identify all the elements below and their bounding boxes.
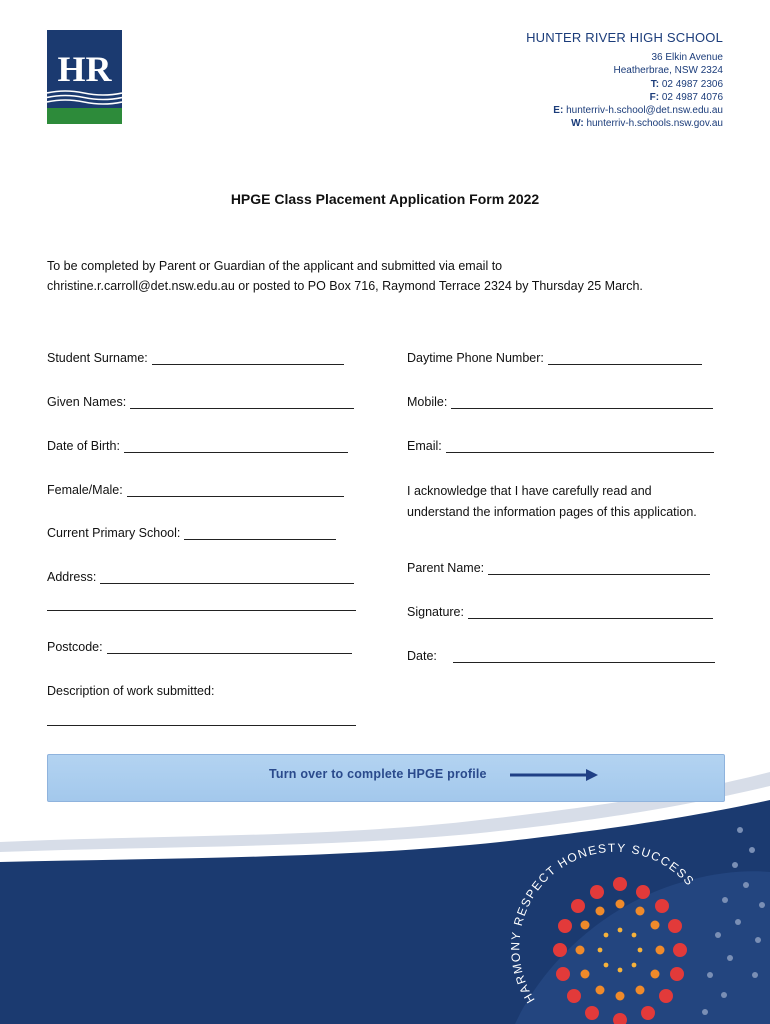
mobile-field xyxy=(407,395,713,409)
given-names-field xyxy=(47,395,354,409)
daytime-phone-field xyxy=(407,351,702,365)
postcode-field xyxy=(47,640,352,654)
gender-field xyxy=(47,483,344,497)
mobile-label: Mobile: xyxy=(407,395,448,409)
school-contact xyxy=(526,30,723,131)
address-input[interactable] xyxy=(100,571,354,584)
signature-input[interactable] xyxy=(468,606,713,619)
date-label: Date: xyxy=(407,649,437,663)
instructions-line-1: To be completed by Parent or Guardian of the applicant and submitted via email to xyxy=(47,259,503,273)
email-label: E: xyxy=(553,105,564,117)
fax-number: 02 4987 4076 xyxy=(661,91,723,103)
parent-name-input[interactable] xyxy=(488,562,710,575)
email-line xyxy=(526,104,723,117)
suburb-address: Heatherbrae, NSW 2324 xyxy=(613,65,723,77)
postcode-label: Postcode: xyxy=(47,640,103,654)
phone-number: 02 4987 2306 xyxy=(661,78,723,90)
surname-label: Student Surname: xyxy=(47,351,148,365)
school-website[interactable]: hunterriv-h.schools.nsw.gov.au xyxy=(586,118,723,130)
surname-input[interactable] xyxy=(152,352,344,365)
fax-label: F: xyxy=(649,91,660,103)
address-field xyxy=(47,570,354,584)
web-label: W: xyxy=(571,118,584,130)
daytime-phone-input[interactable] xyxy=(548,352,702,365)
surname-field xyxy=(47,351,344,365)
arrow-right-icon xyxy=(508,767,600,783)
description-input[interactable] xyxy=(47,725,356,726)
email-field xyxy=(407,439,714,453)
phone-line xyxy=(526,78,723,91)
acknowledgement-text: I acknowledge that I have carefully read and understand the information pages of this application. xyxy=(407,484,697,519)
daytime-phone-label: Daytime Phone Number: xyxy=(407,351,544,365)
email-input[interactable] xyxy=(446,440,714,453)
gender-input[interactable] xyxy=(127,484,344,497)
given-names-label: Given Names: xyxy=(47,395,127,409)
signature-label: Signature: xyxy=(407,605,464,619)
postcode-input[interactable] xyxy=(107,641,352,654)
school-name: HUNTER RIVER HIGH SCHOOL xyxy=(526,30,723,45)
date-input[interactable] xyxy=(453,650,715,663)
school-email[interactable]: hunterriv-h.school@det.nsw.edu.au xyxy=(566,105,723,117)
web-line xyxy=(526,117,723,130)
turn-over-text: Turn over to complete HPGE profile xyxy=(269,767,487,781)
form-title: HPGE Class Placement Application Form 2022 xyxy=(230,191,540,207)
instructions-line-2: christine.r.carroll@det.nsw.edu.au or posted to PO Box 716, Raymond Terrace 2324 by Thursday 25 March. xyxy=(47,278,643,293)
street-address: 36 Elkin Avenue xyxy=(651,52,723,63)
description-field xyxy=(47,684,214,698)
parent-name-label: Parent Name: xyxy=(407,561,485,575)
address-label: Address: xyxy=(47,570,97,584)
given-names-input[interactable] xyxy=(130,396,354,409)
mobile-input[interactable] xyxy=(451,396,713,409)
school-values-text: HARMONY RESPECT HONESTY SUCCESS xyxy=(508,840,698,1006)
signature-field xyxy=(407,605,713,619)
date-field xyxy=(407,649,715,663)
fax-line xyxy=(526,91,723,104)
form-instructions xyxy=(47,257,727,296)
primary-school-label: Current Primary School: xyxy=(47,526,181,540)
phone-label: T: xyxy=(650,78,660,90)
dob-input[interactable] xyxy=(124,440,348,453)
dob-label: Date of Birth: xyxy=(47,439,120,453)
parent-name-field xyxy=(407,561,710,575)
gender-label: Female/Male: xyxy=(47,483,123,497)
primary-school-field xyxy=(47,526,336,540)
email-label-field: Email: xyxy=(407,439,442,453)
address-input-line-2[interactable] xyxy=(47,610,356,611)
description-label: Description of work submitted: xyxy=(47,684,215,698)
dob-field xyxy=(47,439,348,453)
school-logo xyxy=(47,30,122,124)
logo-text: HR xyxy=(57,49,112,89)
primary-school-input[interactable] xyxy=(184,527,336,540)
